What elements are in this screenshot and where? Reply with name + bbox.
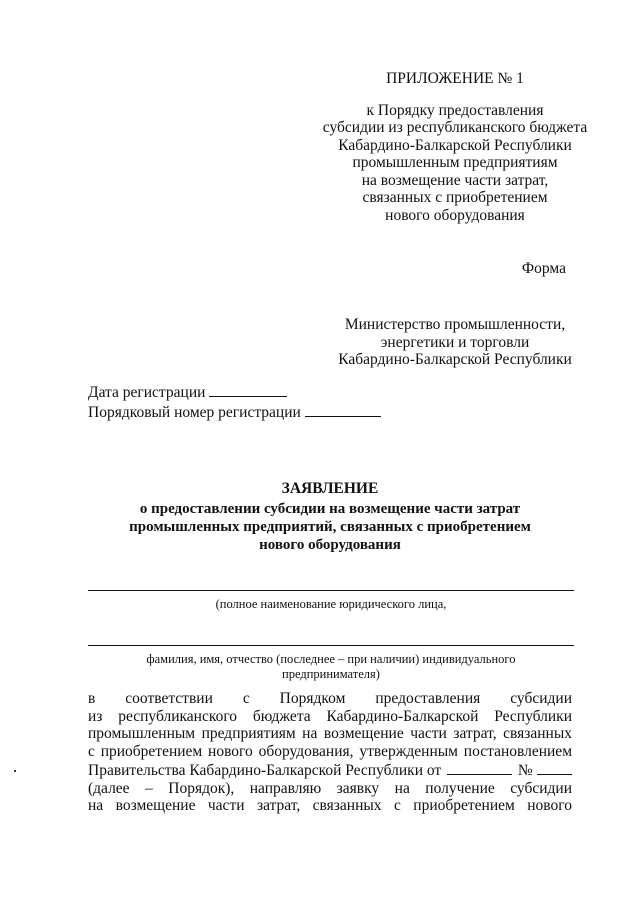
registration-number-row bbox=[88, 402, 381, 422]
body-line: Правительства Кабардино-Балкарской Республики от bbox=[88, 762, 442, 779]
appendix-heading: ПРИЛОЖЕНИЕ № 1 bbox=[386, 70, 524, 87]
appendix-line: Кабардино-Балкарской Республики bbox=[338, 136, 572, 154]
document-subtitle bbox=[100, 500, 560, 554]
caption-line: предпринимателя) bbox=[282, 667, 380, 681]
person-name-caption bbox=[88, 652, 574, 682]
appendix-line: промышленным предприятиям bbox=[352, 154, 558, 171]
margin-mark bbox=[14, 770, 16, 772]
body-line-date bbox=[88, 760, 572, 780]
document-title: ЗАЯВЛЕНИЕ bbox=[281, 480, 379, 497]
entity-name-caption: (полное наименование юридического лица, bbox=[215, 597, 447, 611]
subtitle-line: нового оборудования bbox=[259, 537, 401, 553]
body-line: (далее – Порядок), направляю заявку на получение субсидии bbox=[88, 779, 572, 797]
appendix-line: связанных с приобретением bbox=[362, 189, 548, 206]
body-line: с приобретением нового оборудования, утвержденным постановлением bbox=[88, 742, 572, 760]
appendix-line: нового оборудования bbox=[385, 206, 525, 224]
decree-number-blank[interactable] bbox=[537, 760, 572, 775]
registration-number-label: Порядковый номер регистрации bbox=[88, 404, 301, 421]
number-sign: № bbox=[517, 762, 533, 779]
ministry-block bbox=[330, 316, 580, 369]
person-name-line[interactable] bbox=[88, 645, 574, 646]
subtitle-line: промышленных предприятий, связанных с приобретением bbox=[129, 519, 531, 535]
registration-block bbox=[88, 382, 381, 422]
registration-date-blank[interactable] bbox=[209, 382, 287, 397]
registration-number-blank[interactable] bbox=[305, 402, 381, 417]
appendix-line: субсидии из республиканского бюджета bbox=[322, 119, 588, 136]
body-line: в соответствии с Порядком предоставления субсидии bbox=[88, 690, 572, 707]
caption-line: фамилия, имя, отчество (последнее – при наличии) индивидуального bbox=[146, 652, 516, 666]
appendix-block bbox=[290, 70, 620, 224]
ministry-line: Кабардино-Балкарской Республики bbox=[338, 351, 572, 368]
body-line: промышленным предприятиям на возмещение части затрат, связанных bbox=[88, 725, 572, 742]
appendix-line: на возмещение части затрат, bbox=[361, 171, 549, 189]
decree-date-blank[interactable] bbox=[447, 760, 512, 775]
body-line: на возмещение части затрат, связанных с приобретением нового bbox=[88, 797, 572, 814]
ministry-line: энергетики и торговли bbox=[380, 333, 530, 351]
subtitle-line: о предоставлении субсидии на возмещение части затрат bbox=[139, 501, 521, 517]
appendix-line: к Порядку предоставления bbox=[366, 101, 544, 119]
form-label: Форма bbox=[521, 260, 566, 277]
ministry-line: Министерство промышленности, bbox=[344, 316, 566, 333]
body-line: из республиканского бюджета Кабардино-Балкарской Республики bbox=[88, 707, 572, 725]
application-body bbox=[88, 690, 572, 815]
entity-name-line[interactable] bbox=[88, 590, 574, 591]
registration-date-row bbox=[88, 382, 381, 402]
registration-date-label: Дата регистрации bbox=[88, 384, 206, 401]
